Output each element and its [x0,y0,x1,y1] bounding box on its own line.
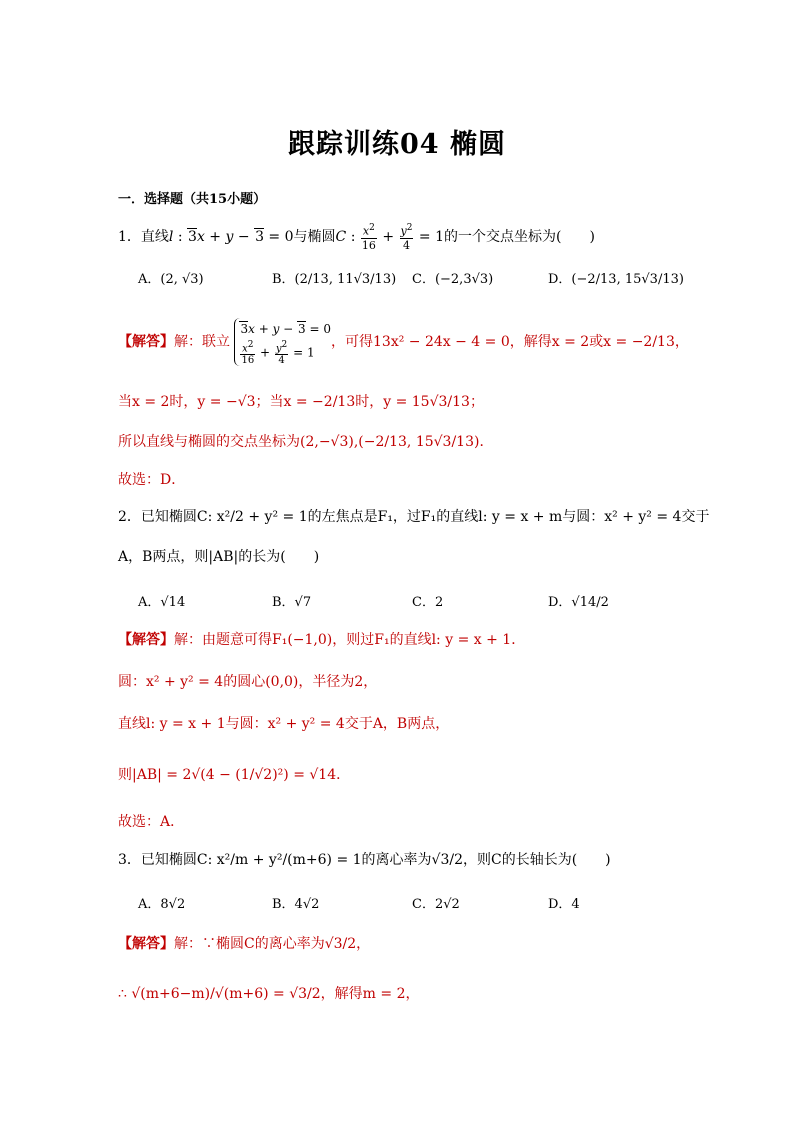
q2-solution-line3: 直线l: y = x + 1与圆：x² + y² = 4交于A，B两点， [118,716,450,732]
q2-option-c: C．2 [412,595,444,610]
q1-stem-b: 与椭圆 [293,228,336,245]
q2-solution-line1 [118,630,724,650]
q3-solution-line2: ∴ √(m+6−m)/√(m+6) = √3/2，解得m = 2， [118,986,420,1002]
q1-stem: 1．直线l : 3x + y − 3 = 0与椭圆C : $\frac{x^2}{16}$ + $\frac{y^2}{4}$ = 1的一个交点坐标为( ) [118,223,595,252]
q2-solution-text: 解：由题意可得F₁(−1,0)，则过F₁的直线l: y = x + 1． [174,632,526,648]
section-heading: 一．选择题（共15小题） [118,192,267,207]
q3-stem: 3．已知椭圆C: x²/m + y²/(m+6) = 1的离心率为√3/2，则C的长轴长为( ) [118,852,611,868]
q3-option-b: B．4√2 [272,897,320,912]
q1-option-d: D．(−2/13, 15√3/13) [548,272,684,287]
q1-stem-c: 的一个交点坐标为( ) [444,228,595,245]
q1-solution-line3: 所以直线与椭圆的交点坐标为(2,−√3),(−2/13, 15√3/13)． [118,434,494,450]
q1-solution-label: 【解答】 [118,334,174,351]
q2-solution-line5: 故选：A． [118,814,185,830]
q3-option-d: D．4 [548,897,580,912]
q1-equation-system: 3x + y − 3 = 0 $\frac{x^2}{16}$ + $\frac{y^2}{4}$ = 1 [234,318,331,366]
q2-option-a: A．√14 [138,595,186,610]
q1-solution-line2: 当x = 2时，y = −√3；当x = −2/13时，y = 15√3/13； [118,394,484,410]
q1-option-c: C．(−2,3√3) [412,272,494,287]
page-title: 跟踪训练04 椭圆 [288,129,506,160]
q2-option-b: B．√7 [272,595,312,610]
q1-option-b: B．(2/13, 11√3/13) [272,272,397,287]
q1-solution-line1 [118,318,724,366]
q3-solution-line1 [118,934,724,954]
q2-stem-line1: 2．已知椭圆C: x²/2 + y² = 1的左焦点是F₁，过F₁的直线l: y = x + m与圆：x² + y² = 4交于 [118,509,710,525]
q3-option-c: C．2√2 [412,897,460,912]
q2-stem-line2: A，B两点，则|AB|的长为( ) [118,549,320,565]
q3-solution-text: 解：∵椭圆C的离心率为√3/2， [174,936,371,952]
q1-solution-result: ，可得13x² − 24x − 4 = 0，解得x = 2或x = −2/13， [331,334,689,351]
q2-solution-label: 【解答】 [118,632,174,648]
q1-solution-intro: 解：联立 [174,334,230,351]
q2-solution-line2: 圆：x² + y² = 4的圆心(0,0)，半径为2， [118,674,378,690]
q3-solution-label: 【解答】 [118,936,174,952]
q3-option-a: A．8√2 [138,897,186,912]
q1-solution-line4: 故选：D． [118,472,186,488]
q2-option-d: D．√14/2 [548,595,609,610]
q2-solution-line4: 则|AB| = 2√(4 − (1/√2)²) = √14． [118,767,351,783]
q1-option-a: A．(2, √3) [138,272,204,287]
q1-stem-a: 1．直线 [118,228,169,245]
